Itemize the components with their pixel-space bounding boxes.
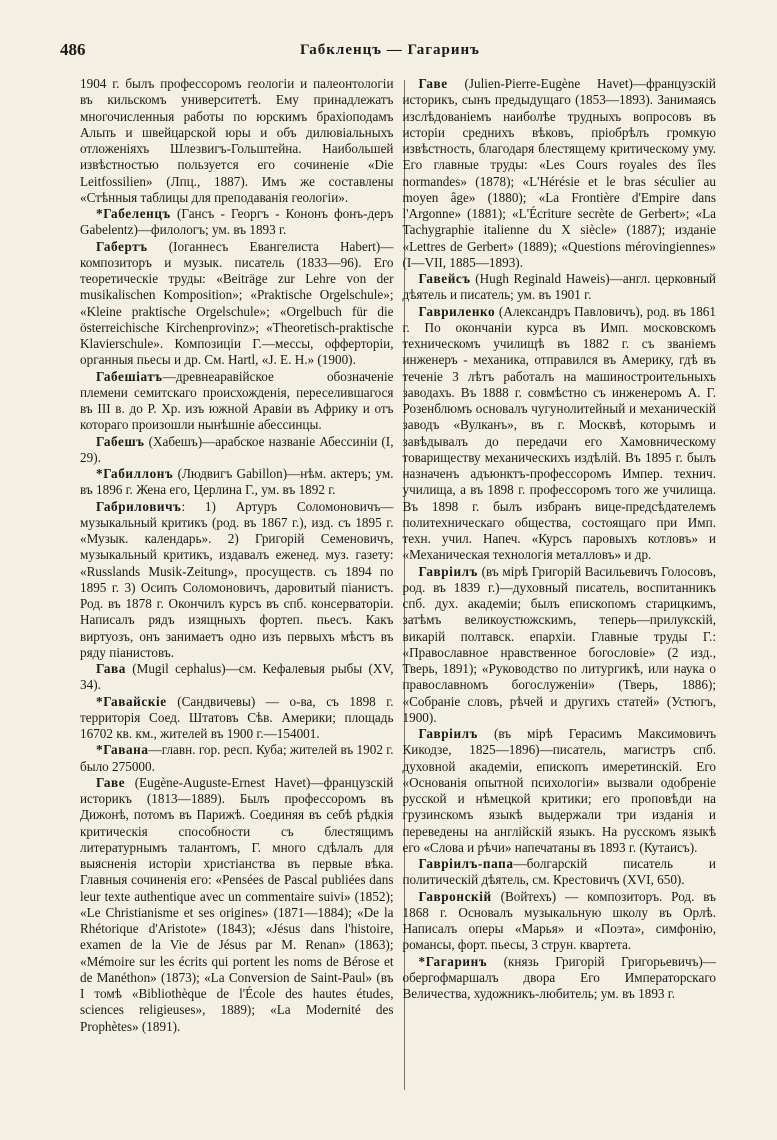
entry-headword: Гава bbox=[96, 661, 126, 676]
dictionary-entry bbox=[403, 304, 717, 564]
dictionary-entry bbox=[80, 499, 394, 662]
entry-headword: Гавейсъ bbox=[418, 271, 471, 286]
page-number: 486 bbox=[60, 40, 86, 59]
entry-headword: Гаве bbox=[418, 76, 448, 91]
entry-headword: Гавріилъ-папа bbox=[418, 856, 514, 871]
entry-text: (Eugène-Auguste-Ernest Havet)—французскій историкъ (1813—1889). Былъ профессоромъ въ Дижонѣ, потомъ въ Парижѣ. Соединяя въ себѣ рѣдкія критическія способности съ блестящимъ литературнымъ талантомъ, Г. много сдѣлалъ для выясненія исторіи христіанства въ первые вѣка. Главныя сочиненія его: «Pensées de Pascal publiées dans leur texte authentique avec un commentaire suivi» (1852); «Le Christianisme et ses origines» (1871—1884); «De la Rhétorique d'Aristote» (1843); «Jésus dans l'histoire, examen de la Vie de Jésus par M. Renan» (1863); «Mémoire sur les écrits qui portent les noms de Bérose et de Manéthon» (1873); «La Conversion de Saint-Paul» (въ I томѣ «Bibliothèque de l'École des hautes études, sciences religieuses», 1889); «La Modernité des Prophètes» (1891). bbox=[80, 774, 394, 1034]
entry-text: (Войтехъ) — композиторъ. Род. въ 1868 г. Основалъ музыкальную школу въ Орлѣ. Написалъ оперы «Марья» и «Поэта», симфонію, романсы, форт. пьесы, 3 струн. квартета. bbox=[402, 888, 716, 953]
entry-text: (Mugil cephalus)—см. Кефалевыя рыбы (XV, 34). bbox=[80, 661, 394, 693]
entry-text: —болгарскій писатель и политическій дѣятель, см. Крестовичъ (XVI, 650). bbox=[402, 856, 716, 888]
entry-text: —древнеаравійское обозначеніе племени семитскаго происхожденія, переселившагося въ III в. до Р. Хр. изъ южной Аравіи въ Африку и отъ котораго произошли нынѣшніе абессинцы. bbox=[80, 368, 394, 433]
dictionary-entry bbox=[80, 239, 394, 369]
entry-text: (Hugh Reginald Haweis)—англ. церковный дѣятель и писатель; ум. въ 1901 г. bbox=[402, 271, 716, 303]
columns bbox=[80, 76, 716, 1035]
entry-text: (Александръ Павловичъ), род. въ 1861 г. По окончаніи курса въ Имп. московскомъ техническомъ училищѣ въ 1882 г. съ званіемъ инженеръ - механика, отправился въ Америку, гдѣ въ теченіе 3 лѣтъ работалъ на машиностроительныхъ заводахъ. Въ 1888 г. совмѣстно съ инженеромъ А. Г. Розенблюмъ основалъ чугунолитейный и механическій заводъ «Вулканъ», въ г. Москвѣ, которымъ и завѣдывалъ до передачи его Хамовническому товариществу механическихъ издѣлій. Въ 1895 г. былъ назначенъ адъюнктъ-профессоромъ Импер. технич. училища, а въ 1898 г. профессоромъ того же училища. Въ 1898 г. былъ избранъ вице-предсѣдателемъ политехническаго общества, состоящаго при Имп. техн. учил. Напеч. «Курсъ паровыхъ котловъ» и «Механическая технологія металловъ» и др. bbox=[402, 303, 716, 563]
entry-headword: *Габиллонъ bbox=[96, 466, 174, 481]
dictionary-entry bbox=[80, 466, 394, 499]
dictionary-entry bbox=[80, 369, 394, 434]
entry-headword: *Габеленцъ bbox=[96, 206, 171, 221]
dictionary-entry bbox=[80, 694, 394, 743]
entry-text: (Іоганнесъ Евангелиста Habert)—композиторъ и музык. писатель (1833—96). Его теоретическіе труды: «Beiträge zur Lehre von der musikalischen Komposition»; «Praktische Orgelschule»; «Kleine praktische Orgelschule»; «Orgelbuch für die österreichische Kirchenprovinz»; «Theoretisch-praktische Klavierschule». Композиціи Г.—мессы, офферторіи, органныя пьесы и др. См. Hartl, «J. E. H.» (1900). bbox=[80, 238, 394, 368]
entry-headword: Габешіатъ bbox=[96, 368, 163, 384]
entry-text: (князь Григорій Григорьевичъ)—обергофмаршалъ двора Его Императорскаго Величества, художникъ-любитель; ум. въ 1893 г. bbox=[402, 953, 716, 1001]
dictionary-entry bbox=[403, 856, 717, 889]
entry-text: (Людвигъ Gabillon)—нѣм. актеръ; ум. въ 1896 г. Жена его, Церлина Г., ум. въ 1892 г. bbox=[80, 466, 394, 498]
right-column bbox=[403, 76, 717, 1035]
entry-text: (Гансъ - Георгъ - Кононъ фонъ-деръ Gabelentz)—филологъ; ум. въ 1893 г. bbox=[80, 206, 394, 238]
dictionary-entry bbox=[403, 271, 717, 304]
dictionary-entry bbox=[80, 661, 394, 694]
dictionary-entry bbox=[80, 775, 394, 1035]
page-header bbox=[60, 40, 720, 64]
entry-headword: Гавриленко bbox=[418, 303, 496, 319]
entry-headword: Гавронскій bbox=[418, 888, 492, 904]
entry-text: (Сандвичевы) — о-ва, съ 1898 г. территорія Соед. Штатовъ Сѣв. Америки; площадь 16702 кв. км., жителей въ 1900 г.—154001. bbox=[80, 693, 394, 741]
entry-headword: *Гавана bbox=[96, 742, 149, 758]
entry-text: (Julien-Pierre-Eugène Havet)—французскій историкъ, сынъ предыдущаго (1853—1893). Занимаясь изслѣдованіемъ наиболѣе трудныхъ вопросовъ въ исторіи среднихъ вѣковъ, пріобрѣлъ громкую извѣстность, благодаря блестящему критическому уму. Его главные труды: «Les Cours royales des îles normandes» (1878); «L'Hérésie et le bras séculier au moyen âge» (1880); «La Frontière d'Empire dans l'Argonne» (1881); «L'Écriture secrète de Gerbert»; «La Tachygraphie italienne du X siècle» (1887); изданіе «Lettres de Gerbert» (1889); «Questions mérovingiennes» (I—VII, 1885—1893). bbox=[402, 76, 716, 270]
entry-headword: Гавріилъ bbox=[418, 563, 478, 579]
entry-text: —главн. гор. респ. Куба; жителей въ 1902 г. было 275000. bbox=[80, 742, 394, 774]
left-column bbox=[80, 76, 394, 1035]
dictionary-entry bbox=[80, 742, 394, 775]
entry-headword: *Гагаринъ bbox=[418, 953, 488, 969]
entry-headword: Гавріилъ bbox=[418, 726, 478, 741]
entry-text: : 1) Артуръ Соломоновичъ—музыкальный критикъ (род. въ 1867 г.), изд. съ 1895 г. «Музык. календарь». 2) Григорій Семеновичъ, музыкальный критикъ, издавалъ еженед. муз. газету: «Russlands Musik-Zeitung», просуществ. съ 1894 по 1895 г. 3) Осипъ Соломоновичъ, даровитый піанистъ. Род. въ 1878 г. Окончилъ курсъ въ спб. консерваторіи. Написалъ рядъ изящныхъ фортеп. пьесъ. Какъ виртуозъ, онъ занимаетъ одно изъ первыхъ мѣстъ въ ряду піанистовъ. bbox=[80, 498, 394, 660]
dictionary-entry bbox=[80, 76, 394, 206]
entry-text: (въ мірѣ Герасимъ Максимовичъ Кикодзе, 1825—1896)—писатель, магистръ спб. духовной академіи, епископъ имеретинскій. Его «Основанія опытной психологіи» вызвали одобреніе русской и нѣмецкой критики; его проповѣди на грузинскомъ языкѣ выдержали три изданія и переведены на англійскій языкъ. На русскомъ языкѣ его «Слова и рѣчи» напечатаны въ 1893 г. (Кутаисъ). bbox=[402, 726, 717, 855]
entry-headword: Габриловичъ bbox=[96, 498, 182, 514]
running-head: Габкленцъ — Гагаринъ bbox=[300, 42, 480, 58]
entry-text: (Хабешъ)—арабское названіе Абессиніи (I, 29). bbox=[80, 433, 394, 465]
entry-headword: Гаве bbox=[96, 774, 126, 790]
entry-text: (въ мірѣ Григорій Васильевичъ Голосовъ, род. въ 1839 г.)—духовный писатель, воспитанникъ спб. дух. академіи; былъ епископомъ старицкимъ, затѣмъ великоустюжскимъ, теперь—прилукскій, викарій полтавск. епархіи. Главные труды Г.: «Православное нравственное богословіе» (2 изд., Тверь, 1891); «Руководство по литургикѣ, или наука о православномъ богослуженіи» (Тверь, 1886); «Собраніе словъ, рѣчей и другихъ статей» (Устюгъ, 1900). bbox=[402, 563, 716, 725]
dictionary-entry bbox=[403, 726, 717, 856]
entry-headword: *Гавайскіе bbox=[96, 693, 167, 709]
dictionary-entry bbox=[403, 76, 717, 271]
dictionary-entry bbox=[80, 434, 394, 467]
dictionary-entry bbox=[403, 564, 717, 727]
dictionary-entry bbox=[80, 206, 394, 239]
entry-headword: Габертъ bbox=[96, 238, 148, 254]
dictionary-entry bbox=[403, 889, 717, 954]
entry-text: 1904 г. былъ профессоромъ геологіи и палеонтологіи въ кильскомъ университетѣ. Ему принадлежатъ многочисленныя работы по юрскимъ брахіоподамъ Альпъ и швейцарской юры и объ дилювіальныхъ отложеніяхъ Шлезвигъ-Гольштейна. Наибольшей извѣстностью пользуется его сочиненіе «Die Leitfossilien» (Лпц., 1887). Имъ же составлены «Стѣнныя таблицы для преподаванія геологіи». bbox=[80, 76, 394, 205]
dictionary-entry bbox=[403, 954, 717, 1003]
entry-headword: Габешъ bbox=[96, 433, 145, 449]
